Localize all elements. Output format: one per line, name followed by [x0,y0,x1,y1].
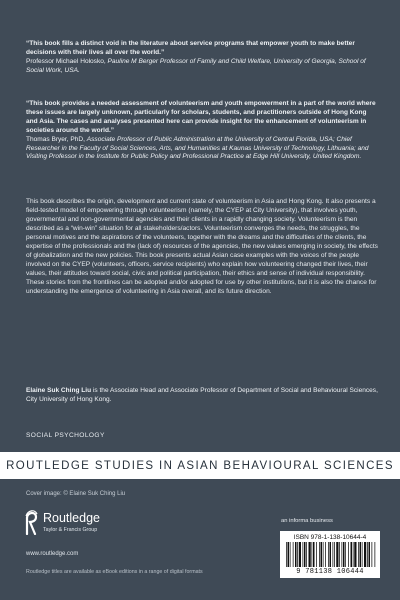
quote-1-attribution-name: Professor Michael Holosko, [26,57,106,65]
barcode-bar [351,542,353,567]
barcode-bar [367,542,368,567]
author-bio [26,387,378,405]
barcode-bar [342,542,343,567]
barcode-bar [354,542,356,567]
barcode-bar [364,542,366,567]
endorsement-quote-2 [26,100,378,162]
quote-2-text: “This book provides a needed assessment of volunteerism and youth empowerment in a part of the world where these issues are largely unknown, particularly for scholars, students, and practitioners outside of Hong Kong and Asia. The cases and analyses presented here can provide insight for the enhancement of volunteerism in societies around the world.” [26,100,376,134]
barcode-bar [306,542,307,567]
barcode-bar [288,542,290,567]
publisher-group: Taylor & Francis Group [43,527,98,533]
barcode-bar [286,542,287,567]
publisher-logo [24,508,124,544]
barcode-bar [309,542,311,567]
barcode-digits: 9 781138 106444 [296,568,364,576]
quote-2-attribution-role: Associate Professor of Public Administration at the University of Central Florida, USA; Chief Researcher in the Faculty of Social Sciences, Arts, and Humanities at Kaunas University of Technology, Lithuania; and Visiting Professor in the Institute for Public Policy and Professional Practice at Edge Hill University, United Kingdom. [26,135,369,161]
barcode-bar [339,542,340,567]
quote-1-attribution-role: Pauline M Berger Professor of Family and Child Welfare, University of Georgia, School of Social Work, USA. [26,57,366,74]
barcode-bar [375,542,376,567]
barcode-bar [321,542,323,567]
publisher-url: www.routledge.com [26,551,79,557]
barcode-bar [334,542,335,567]
routledge-logo-icon [24,508,39,535]
barcode-bar [319,542,320,567]
barcode-bar [303,542,304,567]
barcode-bars [286,542,376,567]
barcode-bar [372,542,373,567]
isbn-number: ISBN 978-1-138-10644-4 [293,534,367,541]
barcode-bar [304,542,306,567]
barcode-bar [295,542,297,567]
barcode-bar [360,542,362,567]
book-description: This book describes the origin, development and current state of volunteerism in Asia and Hong Kong. It also presents a field-tested model of empowering through volunteerism (namely, the CYEP at City University), that involves youth, governmental and non-governmental agencies and their clients in a rapidly changing society. Volunteerism is then described as a “win-win” situation for all stakeholders/actors. Volunteerism converges the needs, the struggles, the personal motives and the aspirations of the volunteers, together with the dreams and the difficulties of the clients, the expertise of the professionals and the (lack of) resources of the agencies, the new values emerging in society, the effects of globalization and the new policies. This book presents actual Asian case examples with the voices of the people involved on the CYEP (volunteers, officers, service recipients) who explain how volunteering changed their lives, their values, their attitudes toward social, civic and political participation, their ethics and sense of individual responsibility. These stories from the frontlines can be adopted and/or adopted for use by other institutions, but it is also the chance for understanding the emergence of volunteering in Asia overall, and its future direction. [26,198,378,296]
publisher-footer [0,479,400,600]
barcode-bar [297,542,298,567]
subject-category: SOCIAL PSYCHOLOGY [26,432,105,439]
barcode-bar [290,542,291,567]
author-name: Elaine Suk Ching Liu [26,387,92,394]
barcode-bar [353,542,354,567]
barcode-bar [312,542,313,567]
barcode-bar [358,542,359,567]
barcode-bar [369,542,371,567]
barcode-bar [313,542,315,567]
barcode-bar [328,542,329,567]
series-title-bar [0,452,400,479]
isbn-barcode [280,531,380,578]
ebook-availability-note: Routledge titles are available as eBook editions in a range of digital formats [26,569,203,575]
publisher-name: Routledge [43,511,100,525]
endorsement-quote-1 [26,40,378,76]
quote-1-text: “This book fills a distinct void in the literature about service programs that empower youth to make better decisions with their lives all over the world.” [26,40,355,56]
barcode-bar [345,542,346,567]
barcode-bar [348,542,349,567]
barcode-bar [316,542,317,567]
barcode-bar [299,542,301,567]
barcode-bar [325,542,326,567]
barcode-bar [336,542,338,567]
barcode-bar [333,542,334,567]
barcode-bar [343,542,345,567]
cover-image-credit: Cover image: © Elaine Suk Ching Liu [26,491,126,497]
barcode-bar [293,542,294,567]
series-title: ROUTLEDGE STUDIES IN ASIAN BEHAVIOURAL SCIENCES [6,459,394,472]
barcode-bar [323,542,324,567]
author-bio-text: is the Associate Head and Associate Professor of Department of Social and Behavioural Sciences, City University of Hong Kong. [26,387,378,403]
barcode-bar [330,542,332,567]
barcode-bar [362,542,363,567]
informa-business-label: an informa business [281,518,333,524]
quote-2-attribution-name: Thomas Bryer, PhD, [26,135,85,143]
